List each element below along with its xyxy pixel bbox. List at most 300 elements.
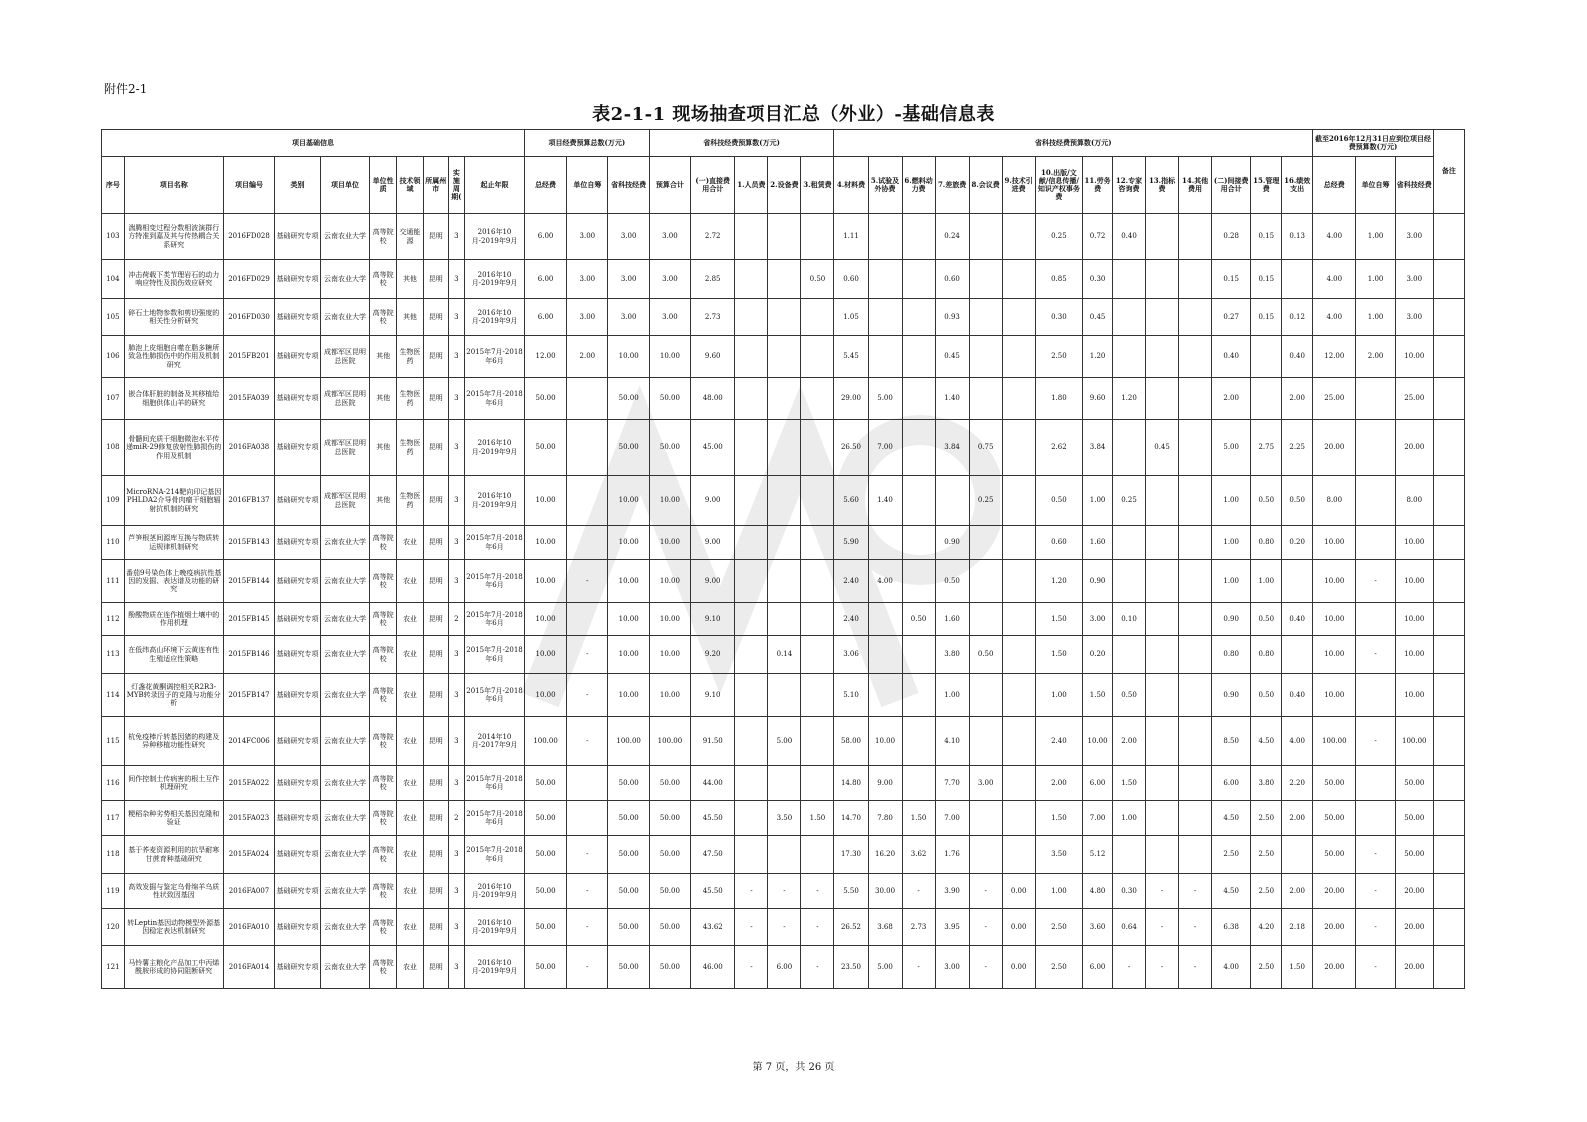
table-cell: - — [969, 909, 1002, 946]
table-cell: 0.75 — [969, 420, 1002, 476]
table-cell: 4.50 — [1212, 874, 1251, 909]
table-cell — [1433, 874, 1464, 909]
table-cell — [1251, 336, 1282, 378]
table-cell — [1179, 636, 1212, 674]
table-cell: 45.00 — [691, 420, 735, 476]
table-cell — [1356, 378, 1395, 420]
table-cell: 0.10 — [1113, 603, 1146, 636]
table-cell: 1.50 — [1035, 603, 1082, 636]
table-cell: 50.00 — [608, 946, 649, 989]
table-cell — [735, 526, 768, 560]
table-cell: 云南农业大学 — [320, 214, 370, 260]
table-cell: 0.45 — [1083, 299, 1113, 336]
table-cell — [735, 299, 768, 336]
table-cell — [1113, 260, 1146, 299]
table-cell: 3.00 — [567, 299, 608, 336]
column-header: 序号 — [102, 157, 125, 214]
table-cell: 0.50 — [1035, 476, 1082, 526]
document-title: 表2-1-1 现场抽查项目汇总（外业）-基础信息表 — [592, 104, 995, 125]
table-cell: 50.00 — [524, 378, 566, 420]
table-cell: 基础研究专项 — [275, 909, 320, 946]
group-total-budget: 项目经费预算总数(万元) — [524, 130, 649, 157]
table-cell: 0.50 — [1282, 476, 1313, 526]
table-cell: 50.00 — [524, 420, 566, 476]
table-cell: 9.10 — [691, 603, 735, 636]
project-name-cell: 马铃薯主粮化产品加工中丙烯酰胺形成的协同阻断研究 — [124, 946, 223, 989]
table-cell: 2.00 — [1356, 336, 1395, 378]
project-name-cell: 间作控制土传病害的根土互作机理研究 — [124, 766, 223, 801]
table-cell: 0.90 — [1083, 560, 1113, 603]
table-cell: 1.00 — [1212, 476, 1251, 526]
table-cell — [902, 717, 935, 766]
table-cell: 2.00 — [1113, 717, 1146, 766]
table-cell: 10.00 — [1313, 636, 1356, 674]
table-cell — [1146, 560, 1179, 603]
table-row — [102, 526, 1465, 560]
table-cell — [1002, 603, 1035, 636]
table-cell: 2016FD030 — [223, 299, 275, 336]
table-cell: 20.00 — [1395, 420, 1433, 476]
table-cell — [1179, 836, 1212, 874]
table-cell: 3 — [448, 946, 465, 989]
table-cell: 100.00 — [649, 717, 690, 766]
table-cell: 25.00 — [1395, 378, 1433, 420]
table-cell: 3.68 — [868, 909, 902, 946]
table-cell: 0.30 — [1035, 299, 1082, 336]
table-cell: 2.00 — [1282, 801, 1313, 836]
table-cell: 50.00 — [608, 801, 649, 836]
table-cell: 2015FB145 — [223, 603, 275, 636]
table-cell — [801, 674, 834, 717]
table-cell: - — [567, 636, 608, 674]
table-cell: 2.50 — [1251, 836, 1282, 874]
table-cell: 云南农业大学 — [320, 909, 370, 946]
table-cell: 3 — [448, 526, 465, 560]
table-row — [102, 909, 1465, 946]
table-cell: 3 — [448, 674, 465, 717]
table-cell: 昆明 — [423, 674, 448, 717]
table-cell: 10.00 — [608, 674, 649, 717]
table-cell: 2.73 — [902, 909, 935, 946]
project-name-cell: 在低纬高山环境下云黄连有性生殖适应性策略 — [124, 636, 223, 674]
table-cell: 农业 — [397, 526, 424, 560]
column-header: 13.指标费 — [1146, 157, 1179, 214]
table-cell: 云南农业大学 — [320, 674, 370, 717]
column-header: 11.劳务费 — [1083, 157, 1113, 214]
table-cell: 1.50 — [1083, 674, 1113, 717]
table-cell — [567, 603, 608, 636]
table-cell — [735, 378, 768, 420]
table-cell — [1146, 214, 1179, 260]
column-header: 项目名称 — [124, 157, 223, 214]
table-cell: 0.28 — [1212, 214, 1251, 260]
table-cell: 2014FC006 — [223, 717, 275, 766]
table-cell: 7.00 — [1083, 801, 1113, 836]
table-cell: 2015FA023 — [223, 801, 275, 836]
table-cell — [969, 560, 1002, 603]
table-cell — [1433, 214, 1464, 260]
table-row — [102, 260, 1465, 299]
table-cell: - — [1356, 874, 1395, 909]
table-cell: 昆明 — [423, 476, 448, 526]
table-cell: - — [567, 717, 608, 766]
table-cell — [735, 801, 768, 836]
table-cell: 106 — [102, 336, 125, 378]
table-cell — [801, 603, 834, 636]
table-cell: 0.14 — [768, 636, 801, 674]
table-cell — [1002, 526, 1035, 560]
table-cell: 昆明 — [423, 717, 448, 766]
table-cell: 9.00 — [868, 766, 902, 801]
table-cell: 昆明 — [423, 636, 448, 674]
table-cell: 10.00 — [608, 476, 649, 526]
table-cell: 云南农业大学 — [320, 560, 370, 603]
column-header: 省科技经费 — [608, 157, 649, 214]
table-cell: 2016年10月-2019年9月 — [465, 946, 525, 989]
table-cell: 云南农业大学 — [320, 836, 370, 874]
table-cell: 50.00 — [1313, 801, 1356, 836]
table-cell — [768, 674, 801, 717]
table-cell — [868, 603, 902, 636]
table-cell: 云南农业大学 — [320, 801, 370, 836]
table-cell: 其他 — [397, 260, 424, 299]
table-cell: 10.00 — [524, 476, 566, 526]
table-cell: 2015FB147 — [223, 674, 275, 717]
table-cell: 5.12 — [1083, 836, 1113, 874]
table-cell — [735, 336, 768, 378]
table-cell: 10.00 — [524, 603, 566, 636]
table-cell — [735, 603, 768, 636]
table-cell: 0.25 — [1113, 476, 1146, 526]
table-cell — [1146, 766, 1179, 801]
table-cell: 0.30 — [1113, 874, 1146, 909]
table-cell: 3.50 — [1035, 836, 1082, 874]
table-cell: 6.38 — [1212, 909, 1251, 946]
table-cell — [902, 674, 935, 717]
table-cell: 3 — [448, 836, 465, 874]
table-cell — [567, 378, 608, 420]
table-cell: 2.00 — [1282, 378, 1313, 420]
table-row — [102, 636, 1465, 674]
table-cell: 112 — [102, 603, 125, 636]
table-cell: 3.84 — [935, 420, 969, 476]
table-cell: - — [902, 874, 935, 909]
table-cell: 农业 — [397, 946, 424, 989]
table-cell — [1002, 560, 1035, 603]
table-cell: 基础研究专项 — [275, 336, 320, 378]
table-cell — [902, 378, 935, 420]
table-cell: 2015年7月-2018年6月 — [465, 560, 525, 603]
table-cell — [1433, 636, 1464, 674]
table-cell: 2.40 — [1035, 717, 1082, 766]
table-cell: 其他 — [370, 476, 397, 526]
table-cell — [1433, 476, 1464, 526]
table-cell: 0.90 — [935, 526, 969, 560]
table-cell: 10.00 — [608, 336, 649, 378]
table-cell: 4.00 — [1313, 260, 1356, 299]
table-cell: 生物医药 — [397, 378, 424, 420]
table-cell: - — [1356, 717, 1395, 766]
table-cell — [768, 603, 801, 636]
group-prov-detail: 省科技经费预算数(万元) — [834, 130, 1313, 157]
table-cell: 昆明 — [423, 909, 448, 946]
table-cell: 成都军区昆明总医院 — [320, 336, 370, 378]
table-cell: 2015年7月-2018年6月 — [465, 636, 525, 674]
table-cell: - — [1146, 909, 1179, 946]
table-cell: 基础研究专项 — [275, 526, 320, 560]
table-cell — [1113, 636, 1146, 674]
table-cell — [1146, 801, 1179, 836]
table-cell: 0.00 — [1002, 946, 1035, 989]
table-cell — [1356, 420, 1395, 476]
table-cell: 6.00 — [524, 299, 566, 336]
table-cell: 5.00 — [768, 717, 801, 766]
table-cell — [1433, 946, 1464, 989]
table-cell: 4.50 — [1251, 717, 1282, 766]
column-header: 8.会议费 — [969, 157, 1002, 214]
table-cell — [969, 801, 1002, 836]
table-cell: 基础研究专项 — [275, 299, 320, 336]
table-cell: 9.00 — [691, 476, 735, 526]
table-cell: 10.00 — [649, 603, 690, 636]
table-cell — [1113, 420, 1146, 476]
column-header: 项目编号 — [223, 157, 275, 214]
table-cell: 50.00 — [524, 909, 566, 946]
table-cell: 4.00 — [868, 560, 902, 603]
table-cell: 其他 — [370, 378, 397, 420]
table-cell: 2015年7月-2018年6月 — [465, 766, 525, 801]
table-cell: 基础研究专项 — [275, 801, 320, 836]
table-cell — [1433, 603, 1464, 636]
table-cell: 昆明 — [423, 874, 448, 909]
table-cell: 4.80 — [1083, 874, 1113, 909]
table-cell: 10.00 — [1395, 603, 1433, 636]
table-cell — [1433, 717, 1464, 766]
table-cell: 2016FA014 — [223, 946, 275, 989]
table-cell: 0.50 — [1251, 674, 1282, 717]
table-cell — [1146, 526, 1179, 560]
table-cell: 2.72 — [691, 214, 735, 260]
table-cell: 2016FA007 — [223, 874, 275, 909]
table-cell: 昆明 — [423, 214, 448, 260]
table-cell: 云南农业大学 — [320, 299, 370, 336]
table-cell — [801, 378, 834, 420]
project-name-cell: 骨髓间充质干细胞微泡水平传递miR-29修复放射性肺损伤的作用及机制 — [124, 420, 223, 476]
table-cell: 9.00 — [691, 560, 735, 603]
table-cell: 0.15 — [1251, 299, 1282, 336]
table-cell: 3.80 — [1251, 766, 1282, 801]
table-cell: 20.00 — [1395, 909, 1433, 946]
table-cell — [1113, 336, 1146, 378]
table-cell — [902, 420, 935, 476]
column-header: 2.设备费 — [768, 157, 801, 214]
table-cell: 20.00 — [1313, 420, 1356, 476]
table-cell: 7.80 — [868, 801, 902, 836]
table-cell — [1179, 378, 1212, 420]
table-cell: 5.90 — [834, 526, 868, 560]
table-cell: 50.00 — [1395, 766, 1433, 801]
table-cell: 基础研究专项 — [275, 260, 320, 299]
table-cell: 2.40 — [834, 560, 868, 603]
table-cell: 0.90 — [1212, 603, 1251, 636]
table-cell — [969, 526, 1002, 560]
table-cell: 高等院校 — [370, 946, 397, 989]
table-cell: 3.06 — [834, 636, 868, 674]
table-cell: 20.00 — [1395, 946, 1433, 989]
page-footer: 第 7 页，共 26 页 — [752, 1062, 835, 1073]
table-cell: 2.40 — [834, 603, 868, 636]
table-cell: 3 — [448, 420, 465, 476]
table-cell — [1433, 299, 1464, 336]
project-name-cell: 湍腾相变过程分数相波演群行方特准到嘉及其与传热耦合关系研究 — [124, 214, 223, 260]
table-cell: 2015FB146 — [223, 636, 275, 674]
table-row — [102, 801, 1465, 836]
table-cell: 成都军区昆明总医院 — [320, 378, 370, 420]
table-cell — [1251, 378, 1282, 420]
table-cell: 50.00 — [524, 874, 566, 909]
table-cell: 0.40 — [1212, 336, 1251, 378]
table-cell — [868, 336, 902, 378]
table-cell — [868, 299, 902, 336]
table-cell: 4.10 — [935, 717, 969, 766]
table-cell: 109 — [102, 476, 125, 526]
table-cell: 0.00 — [1002, 909, 1035, 946]
table-cell — [969, 378, 1002, 420]
table-cell: 0.50 — [935, 560, 969, 603]
table-cell: 48.00 — [691, 378, 735, 420]
table-cell: 50.00 — [608, 836, 649, 874]
table-cell — [1433, 420, 1464, 476]
table-cell: 云南农业大学 — [320, 636, 370, 674]
table-cell: 14.70 — [834, 801, 868, 836]
table-cell — [1282, 636, 1313, 674]
table-cell — [1433, 766, 1464, 801]
table-cell: 1.00 — [1035, 674, 1082, 717]
table-cell — [768, 214, 801, 260]
table-cell: 7.00 — [868, 420, 902, 476]
column-header: 单位自筹 — [567, 157, 608, 214]
table-cell: 0.25 — [1035, 214, 1082, 260]
table-cell: 10.00 — [649, 476, 690, 526]
table-cell: 生物医药 — [397, 336, 424, 378]
table-cell: - — [801, 874, 834, 909]
table-cell — [735, 674, 768, 717]
table-cell: 基础研究专项 — [275, 766, 320, 801]
table-cell — [735, 214, 768, 260]
table-cell — [969, 299, 1002, 336]
table-cell: 成都军区昆明总医院 — [320, 476, 370, 526]
table-cell: 0.27 — [1212, 299, 1251, 336]
table-cell: 1.50 — [1035, 801, 1082, 836]
table-cell: 2015年7月-2018年6月 — [465, 336, 525, 378]
table-cell: 8.50 — [1212, 717, 1251, 766]
project-name-cell: 酚酸物质在连作植烟土壤中的作用机理 — [124, 603, 223, 636]
table-cell — [801, 836, 834, 874]
table-cell: 4.20 — [1251, 909, 1282, 946]
table-cell: 10.00 — [1083, 717, 1113, 766]
table-cell: 0.60 — [935, 260, 969, 299]
table-cell: 0.50 — [902, 603, 935, 636]
table-cell: 3 — [448, 717, 465, 766]
table-cell: 农业 — [397, 766, 424, 801]
table-cell — [1002, 476, 1035, 526]
table-cell — [1433, 836, 1464, 874]
table-cell — [1146, 378, 1179, 420]
table-cell — [1356, 766, 1395, 801]
attachment-label: 附件2-1 — [104, 82, 148, 96]
table-cell: - — [567, 674, 608, 717]
table-cell: 107 — [102, 378, 125, 420]
table-cell: 50.00 — [1313, 766, 1356, 801]
table-cell: - — [567, 560, 608, 603]
table-cell: 农业 — [397, 874, 424, 909]
table-cell: 0.80 — [1251, 636, 1282, 674]
table-cell: 3.90 — [935, 874, 969, 909]
table-cell: 成都军区昆明总医院 — [320, 420, 370, 476]
table-cell: 3.00 — [567, 214, 608, 260]
table-cell: 3.00 — [649, 260, 690, 299]
table-cell: 0.90 — [1212, 674, 1251, 717]
table-cell: 2016FD028 — [223, 214, 275, 260]
table-cell — [801, 717, 834, 766]
table-cell: 50.00 — [649, 946, 690, 989]
table-cell: 43.62 — [691, 909, 735, 946]
table-cell: 5.45 — [834, 336, 868, 378]
table-cell: 3.00 — [608, 260, 649, 299]
table-cell: 45.50 — [691, 874, 735, 909]
table-cell: - — [969, 946, 1002, 989]
table-cell — [1146, 603, 1179, 636]
table-cell: 44.00 — [691, 766, 735, 801]
table-cell — [868, 214, 902, 260]
column-header: 9.技术引进费 — [1002, 157, 1035, 214]
table-cell — [567, 766, 608, 801]
table-cell: - — [735, 909, 768, 946]
table-cell — [1433, 674, 1464, 717]
table-cell — [902, 526, 935, 560]
table-cell: 2.50 — [1035, 909, 1082, 946]
table-cell: 6.00 — [1083, 946, 1113, 989]
table-cell: 0.50 — [1251, 603, 1282, 636]
table-cell — [1179, 674, 1212, 717]
table-cell: 其他 — [370, 336, 397, 378]
table-cell: 4.00 — [1212, 946, 1251, 989]
table-cell: 2016年10月-2019年9月 — [465, 909, 525, 946]
table-cell — [1002, 260, 1035, 299]
table-cell: 农业 — [397, 801, 424, 836]
table-cell: 2.00 — [1212, 378, 1251, 420]
table-cell: 基础研究专项 — [275, 476, 320, 526]
table-cell: 2.50 — [1035, 336, 1082, 378]
table-cell — [902, 476, 935, 526]
table-cell: 5.00 — [1212, 420, 1251, 476]
table-cell: 50.00 — [524, 766, 566, 801]
group-prov-budget: 省科技经费预算数(万元) — [649, 130, 834, 157]
table-cell — [1433, 560, 1464, 603]
table-cell: 3.80 — [935, 636, 969, 674]
table-cell: 0.12 — [1282, 299, 1313, 336]
table-cell: 5.10 — [834, 674, 868, 717]
column-header: 14.其他费用 — [1179, 157, 1212, 214]
table-cell — [768, 476, 801, 526]
table-cell — [1146, 717, 1179, 766]
table-cell: 2.50 — [1035, 946, 1082, 989]
table-cell: 10.00 — [1395, 526, 1433, 560]
table-cell: 10.00 — [524, 526, 566, 560]
table-cell — [735, 560, 768, 603]
table-cell: 1.00 — [1251, 560, 1282, 603]
table-cell: 高等院校 — [370, 560, 397, 603]
